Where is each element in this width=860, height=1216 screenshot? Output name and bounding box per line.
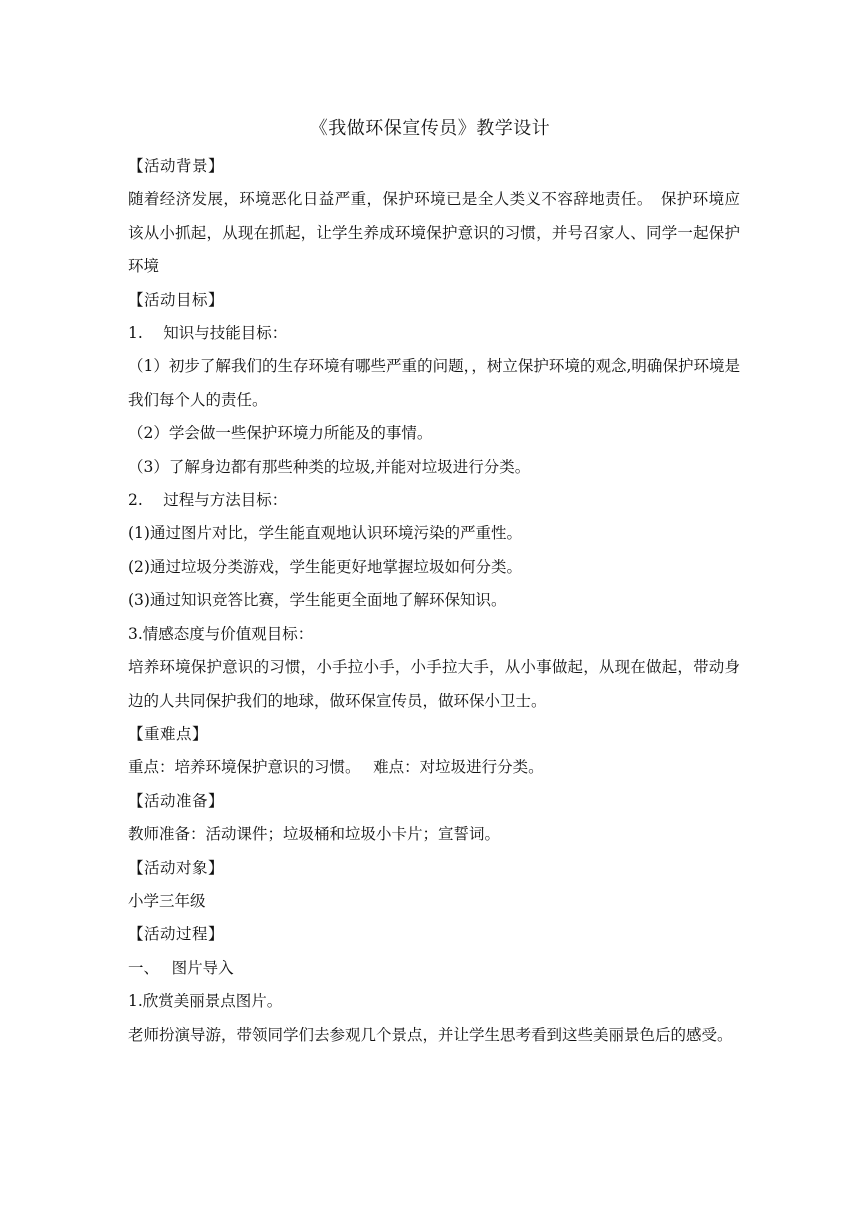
goal-item-2-3: (3)通过知识竞答比赛，学生能更全面地了解环保知识。 [128, 591, 507, 610]
document-body [128, 150, 740, 1052]
process-step-1: 一、 图片导入 [128, 958, 234, 977]
goal-item-2-2: (2)通过垃圾分类游戏，学生能更好地掌握垃圾如何分类。 [128, 557, 522, 576]
heading-process: 【活动过程】 [128, 925, 225, 944]
goal-knowledge-skills: 1. 知识与技能目标： [128, 324, 288, 343]
paragraph-key-points: 重点：培养环境保护意识的习惯。 难点：对垃圾进行分类。 [128, 758, 544, 777]
paragraph-preparation: 教师准备：活动课件；垃圾桶和垃圾小卡片；宣誓词。 [128, 825, 501, 844]
goal-item-1-1: （1）初步了解我们的生存环境有哪些严重的问题，，树立保护环境的观念,明确保护环境是我们每个人的责任。 [128, 357, 740, 409]
paragraph-audience: 小学三年级 [128, 891, 206, 910]
paragraph-background: 随着经济发展，环境恶化日益严重，保护环境已是全人类义不容辞地责任。 保护环境应该从小抓起，从现在抓起，让学生养成环境保护意识的习惯，并号召家人、同学一起保护环境 [128, 190, 740, 276]
heading-preparation: 【活动准备】 [128, 791, 225, 810]
heading-audience: 【活动对象】 [128, 858, 225, 877]
paragraph-attitude: 培养环境保护意识的习惯，小手拉小手，小手拉大手，从小事做起，从现在做起，带动身边的人共同保护我们的地球，做环保宣传员，做环保小卫士。 [128, 658, 740, 710]
goal-item-1-3: （3）了解身边都有那些种类的垃圾,并能对垃圾进行分类。 [128, 457, 531, 476]
paragraph-process-step-1-1: 老师扮演导游，带领同学们去参观几个景点，并让学生思考看到这些美丽景色后的感受。 [128, 1025, 733, 1044]
heading-activity-goals: 【活动目标】 [128, 290, 225, 309]
goal-item-2-1: (1)通过图片对比，学生能直观地认识环境污染的严重性。 [128, 524, 522, 543]
process-step-1-1: 1.欣赏美丽景点图片。 [128, 992, 283, 1011]
goal-item-1-2: （2）学会做一些保护环境力所能及的事情。 [128, 424, 433, 443]
document-title: 《我做环保宣传员》教学设计 [309, 118, 551, 139]
goal-attitude-values: 3.情感态度与价值观目标： [128, 624, 314, 643]
heading-activity-background: 【活动背景】 [128, 157, 225, 175]
goal-process-methods: 2. 过程与方法目标： [128, 491, 288, 510]
heading-key-points: 【重难点】 [128, 724, 209, 743]
